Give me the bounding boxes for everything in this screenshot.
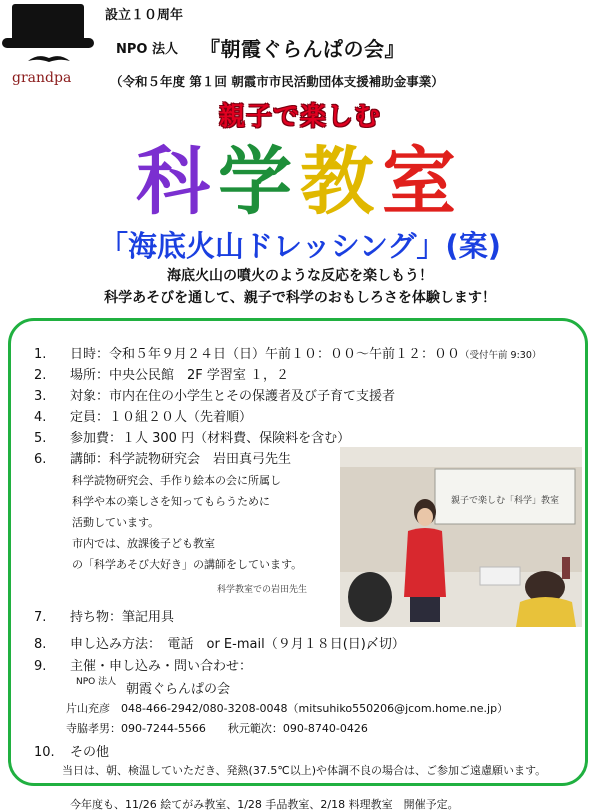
item-number: 7.: [34, 610, 47, 625]
footer-text: 今年度も、11/26 絵てがみ教室、1/28 手品教室、2/18 料理教室 開催予定。: [70, 798, 459, 811]
item-number: 10.: [34, 745, 55, 760]
contact-npo-prefix: NPO 法人: [76, 677, 117, 687]
anniversary-text: 設立１０周年: [105, 8, 184, 23]
item-place: [34, 364, 289, 383]
item-lecturer: [34, 448, 291, 467]
logo-mustache-icon: [26, 53, 72, 65]
main-title-char-1: 科: [136, 139, 218, 225]
item-fee: [34, 427, 350, 446]
npo-prefix: NPO 法人: [116, 42, 178, 57]
lecturer-photo: [340, 447, 582, 627]
item-text: 定員：１０組２０人（先着順）: [70, 410, 253, 425]
tagline: 親子で楽しむ: [218, 102, 381, 132]
item-application: [34, 633, 405, 652]
lecturer-desc-line: 市内では、放課後子ども教室: [72, 537, 215, 550]
org-title: 『朝霞ぐらんぱの会』: [200, 37, 405, 61]
item-number: 5.: [34, 431, 47, 446]
photo-board-text: 親子で楽しむ「科学」教室: [450, 496, 560, 506]
item-number: 6.: [34, 452, 47, 467]
item-text: 対象：市内在住の小学生とその保護者及び子育て支援者: [70, 389, 396, 404]
intro-line-2: 科学あそびを通して、親子で科学のおもしろさを体験します！: [104, 290, 496, 306]
lecturer-desc-line: 科学読物研究会、手作り絵本の会に所属し: [72, 474, 281, 487]
notice-text: 当日は、朝、検温していただき、発熱(37.5℃以上)や体調不良の場合は、ご参加ご遠慮願います。: [62, 764, 547, 777]
logo-text: grandpa: [12, 70, 72, 86]
item-text: 講師：科学読物研究会 岩田真弓先生: [70, 452, 292, 467]
lecturer-desc-line: の「科学あそび大好き」の講師をしています。: [72, 558, 303, 571]
contact-phone-1: 片山充彦 048-466-2942/080-3208-0048（mitsuhiko550206@jcom.home.ne.jp）: [66, 702, 509, 715]
event-subtitle: 「海底火山ドレッシング」(案): [99, 229, 501, 263]
main-title: [0, 140, 600, 224]
item-text: 日時：令和５年９月２４日（日）午前１０：００～午前１２：００: [70, 347, 461, 362]
item-number: 4.: [34, 410, 47, 425]
contact-org: 朝霞ぐらんぱの会: [126, 682, 231, 697]
contact-phone-2: 寺脇孝男：090-7244-5566 秋元範次：090-8740-0426: [66, 722, 368, 735]
item-number: 9.: [34, 659, 47, 674]
main-title-char-3: 教: [300, 139, 382, 225]
item-number: 1.: [34, 347, 47, 362]
item-text: 持ち物：筆記用具: [70, 610, 175, 625]
logo-hat-icon: [12, 4, 84, 42]
item-text: 申し込み方法： 電話 or E-mail（９月１８日(日)〆切）: [70, 637, 405, 652]
item-organizer: [34, 655, 252, 674]
item-number: 3.: [34, 389, 47, 404]
item-number: 8.: [34, 637, 47, 652]
item-note: （受付午前 9:30）: [460, 350, 542, 361]
logo-hat-brim: [2, 38, 94, 48]
item-text: その他: [70, 745, 110, 760]
grant-line: （令和５年度 第１回 朝霞市市民活動団体支援補助金事業）: [110, 74, 444, 89]
item-number: 2.: [34, 368, 47, 383]
main-title-char-4: 室: [382, 139, 464, 225]
item-other: [34, 741, 109, 760]
item-datetime: [34, 343, 541, 362]
item-belongings: [34, 606, 174, 625]
main-title-char-2: 学: [218, 139, 300, 225]
item-target: [34, 385, 395, 404]
lecturer-desc-line: 科学や本の楽しさを知ってもらうために: [72, 495, 270, 508]
intro-line-1: 海底火山の噴火のような反応を楽しもう！: [167, 268, 433, 284]
item-text: 主催・申し込み・問い合わせ：: [70, 659, 253, 674]
item-text: 場所：中央公民館 2F 学習室 １，２: [70, 368, 290, 383]
item-capacity: [34, 406, 252, 425]
lecturer-desc-line: 活動しています。: [72, 516, 160, 529]
photo-caption: 科学教室での岩田先生: [217, 585, 308, 595]
item-text: 参加費：１人 300 円（材料費、保険料を含む）: [70, 431, 351, 446]
